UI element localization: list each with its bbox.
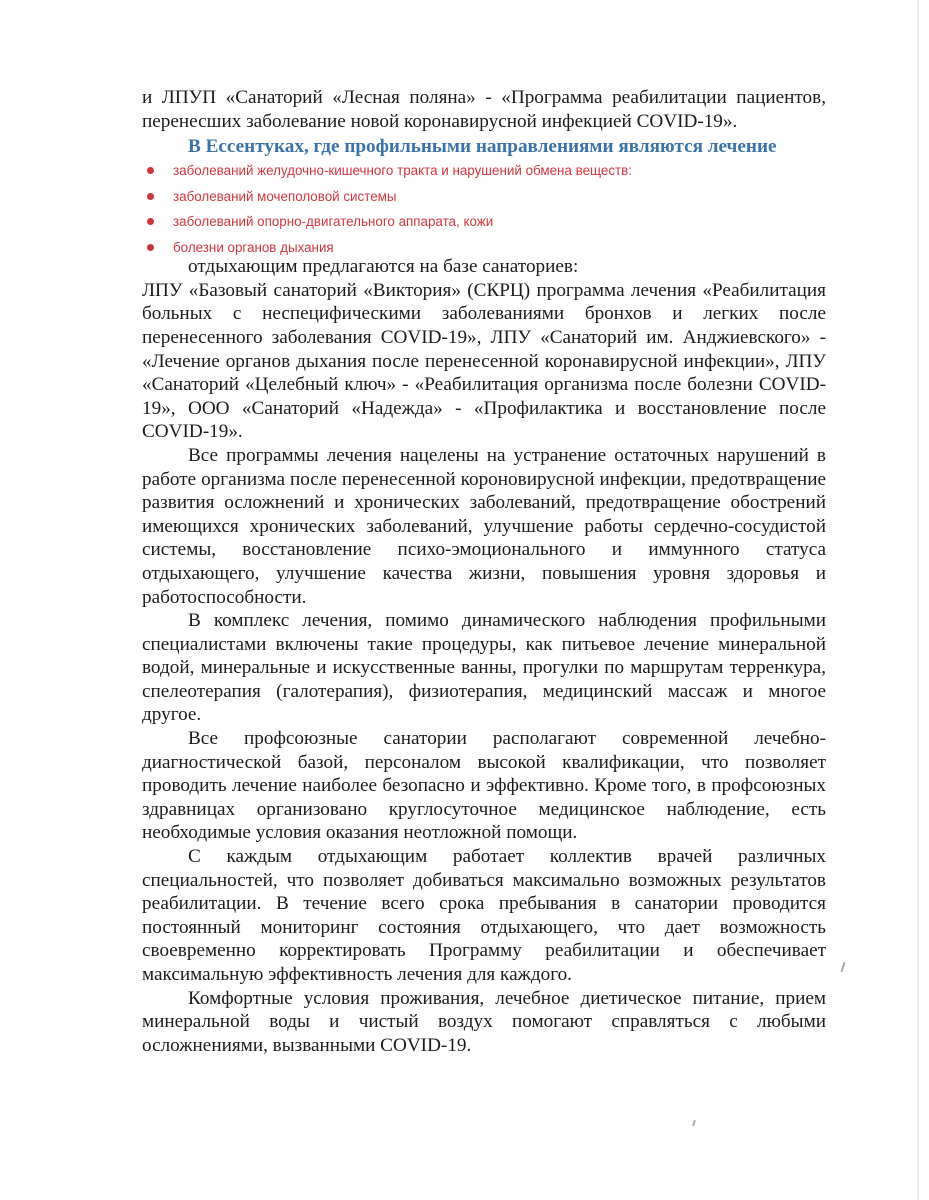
intro-paragraph: и ЛПУП «Санаторий «Лесная поляна» - «Программа реабилитации пациентов, перенесших заболевание новой коронавирусной инфекцией COVID-19». [142,87,826,132]
treatment-list [142,161,826,263]
bullet-icon [147,193,154,200]
list-item-text: заболеваний опорно-двигательного аппарата, кожи [173,214,494,230]
scan-speck [841,962,846,972]
list-item-text: заболеваний мочеполовой системы [173,188,397,204]
sanatorium-programs-paragraph: ЛПУ «Базовый санаторий «Виктория» (СКРЦ) программа лечения «Реабилитация больных с неспецифическими заболеваниями бронхов и легких после перенесенного заболевания COVID-19», ЛПУ «Санаторий им. Анджиевского» - «Лечение органов дыхания после перенесенной коронавирусной инфекции», ЛПУ «Санаторий «Целебный ключ» - «Реабилитация организма после болезни COVID-19», ООО «Санаторий «Надежда» - «Профилактика и восстановление после COVID-19». [142,279,826,443]
bullet-icon [147,218,154,225]
bullet-icon [147,244,154,251]
list-item-text: болезни органов дыхания [173,239,334,255]
list-item [142,161,826,187]
list-item [142,212,826,238]
document-body [142,86,826,1057]
treatment-complex-paragraph: В комплекс лечения, помимо динамического наблюдения профильными специалистами включены такие процедуры, как питьевое лечение минеральной водой, минеральные и искусственные ванны, прогулки по маршрутам терренкура, спелеотерапия (галотерапия), физиотерапия, медицинский массаж и многое другое. [142,610,826,726]
scan-speck [692,1120,696,1126]
list-item [142,238,826,264]
comfort-paragraph: Комфортные условия проживания, лечебное диетическое питание, прием минеральной воды и чистый воздух помогают справляться с любыми осложнениями, вызванными COVID-19. [142,987,826,1056]
offer-lead-line: отдыхающим предлагаются на базе санаториев: [188,256,579,278]
list-item [142,187,826,213]
programs-goals-paragraph: Все программы лечения нацелены на устранение остаточных нарушений в работе организма после перенесенной короновирусной инфекции, предотвращение развития осложнений и хронических заболеваний, предотвращение обострений имеющихся хронических заболеваний, улучшение работы сердечно-сосудистой системы, восстановление психо-эмоционального и иммунного статуса отдыхающего, улучшение качества жизни, повышения уровня здоровья и работоспособности. [142,444,826,608]
scan-edge [917,0,919,1200]
list-item-text: заболеваний желудочно-кишечного тракта и нарушений обмена веществ: [173,163,632,179]
bullet-icon [147,167,154,174]
sanatoria-base-paragraph: Все профсоюзные санатории располагают современной лечебно-диагностической базой, персоналом высокой квалификации, что позволяет проводить лечение наиболее безопасно и эффективно. Кроме того, в профсоюзных здравницах организовано круглосуточное медицинское наблюдение, есть необходимые условия оказания неотложной помощи. [142,728,826,844]
doctors-team-paragraph: С каждым отдыхающим работает коллектив врачей различных специальностей, что позволяет добиваться максимально возможных результатов реабилитации. В течение всего срока пребывания в санатории проводится постоянный мониторинг состояния отдыхающего, что дает возможность своевременно корректировать Программу реабилитации и обеспечивает максимальную эффективность лечения для каждого. [142,846,826,985]
section-heading: В Ессентуках, где профильными направлениями являются лечение [188,136,777,158]
